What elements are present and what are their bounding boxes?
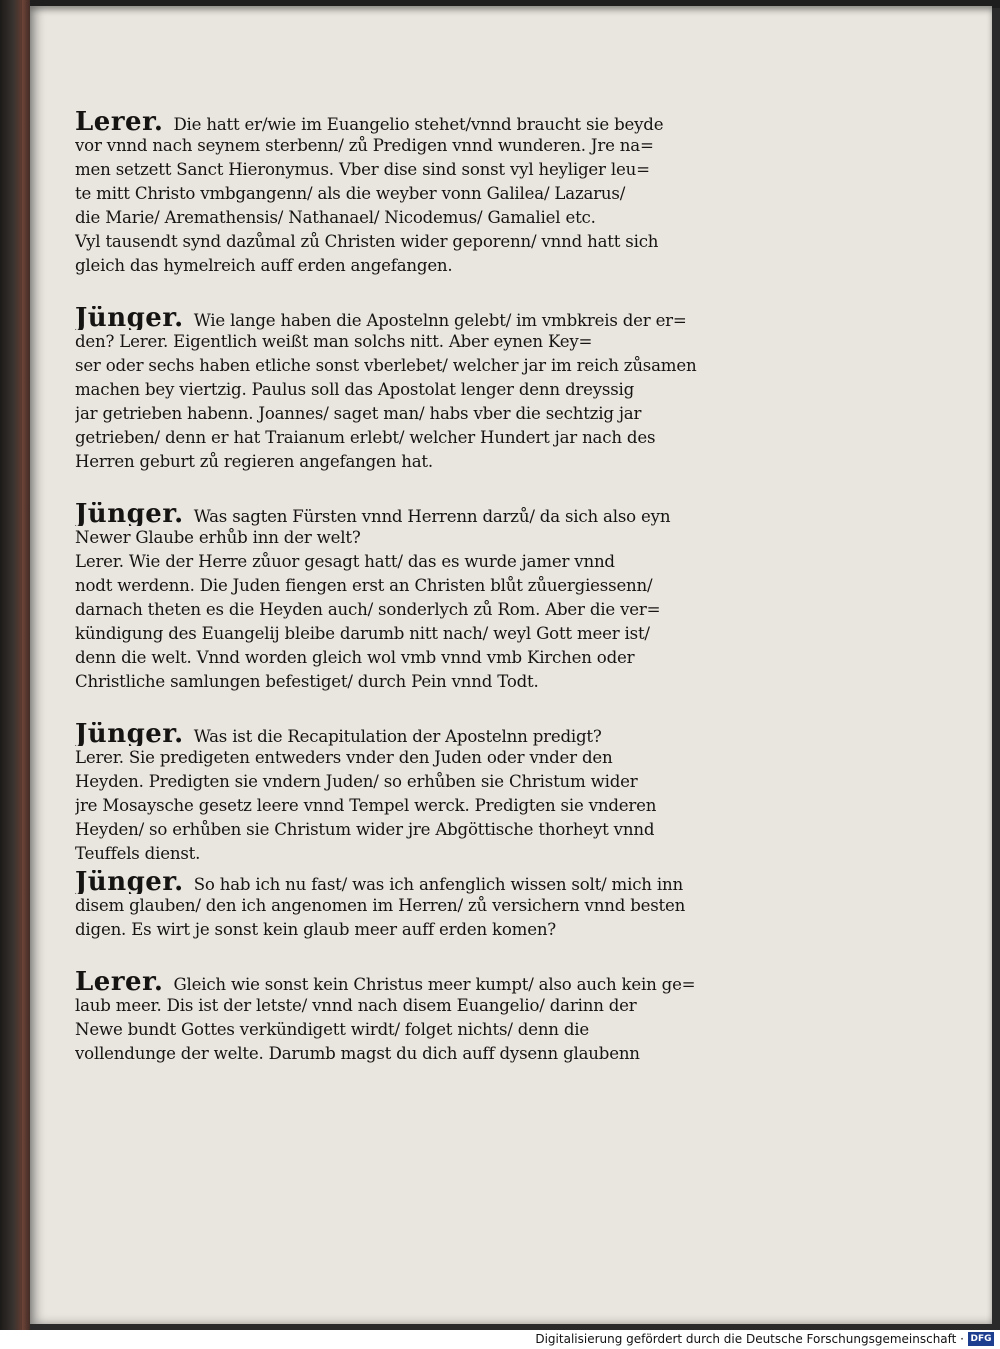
dialogue-paragraph: [75, 970, 765, 1066]
speaker-label: Jünger.: [75, 306, 184, 330]
speaker-label: Jünger.: [75, 502, 184, 526]
text-line: [75, 1042, 765, 1066]
line-text: die Marie/ Aremathensis/ Nathanael/ Nicodemus/ Gamaliel etc.: [75, 208, 596, 227]
text-line: [75, 402, 765, 426]
line-text: darnach theten es die Heyden auch/ sonderlych zů Rom. Aber die ver=: [75, 600, 661, 619]
line-text: Heyden/ so erhůben sie Christum wider jre Abgöttische thorheyt vnnd: [75, 820, 655, 839]
line-text: vor vnnd nach seynem sterbenn/ zů Predigen vnnd wunderen. Jre na=: [75, 136, 654, 155]
text-line: [75, 206, 765, 230]
line-text: Was ist die Recapitulation der Apostelnn predigt?: [193, 727, 602, 746]
text-line: [75, 646, 765, 670]
line-text: So hab ich nu fast/ was ich anfenglich wissen solt/ mich inn: [193, 875, 683, 894]
line-text: vollendunge der welte. Darumb magst du dich auff dysenn glaubenn: [75, 1044, 640, 1063]
line-text: jre Mosaysche gesetz leere vnnd Tempel werck. Predigten sie vnderen: [75, 796, 657, 815]
text-line: [75, 574, 765, 598]
text-line: [75, 598, 765, 622]
line-text: digen. Es wirt je sonst kein glaub meer auff erden komen?: [75, 920, 557, 939]
line-text: Was sagten Fürsten vnnd Herrenn darzů/ da sich also eyn: [193, 507, 671, 526]
text-line: [75, 794, 765, 818]
line-text: disem glauben/ den ich angenomen im Herren/ zů versichern vnnd besten: [75, 896, 686, 915]
line-text: kündigung des Euangelij bleibe darumb nitt nach/ weyl Gott meer ist/: [75, 624, 650, 643]
text-line: [75, 502, 765, 526]
text-line: [75, 894, 765, 918]
text-line: [75, 254, 765, 278]
text-line: [75, 918, 765, 942]
text-line: [75, 110, 765, 134]
dialogue-paragraph: [75, 306, 765, 474]
line-text: Lerer. Sie predigeten entweders vnder den Juden oder vnder den: [75, 748, 613, 767]
line-text: den? Lerer. Eigentlich weißt man solchs nitt. Aber eynen Key=: [75, 332, 593, 351]
footer-bar: [0, 1330, 1000, 1349]
text-line: [75, 818, 765, 842]
line-text: Wie lange haben die Apostelnn gelebt/ im vmbkreis der er=: [193, 311, 687, 330]
text-line: [75, 426, 765, 450]
line-text: men setzett Sanct Hieronymus. Vber dise sind sonst vyl heyliger leu=: [75, 160, 650, 179]
line-text: getrieben/ denn er hat Traianum erlebt/ welcher Hundert jar nach des: [75, 428, 656, 447]
speaker-label: Jünger.: [75, 870, 184, 894]
line-text: gleich das hymelreich auff erden angefangen.: [75, 256, 453, 275]
text-line: [75, 550, 765, 574]
speaker-label: Lerer.: [75, 110, 164, 134]
text-line: [75, 230, 765, 254]
text-line: [75, 670, 765, 694]
line-text: Die hatt er/wie im Euangelio stehet/vnnd braucht sie beyde: [173, 115, 664, 134]
speaker-label: Lerer.: [75, 970, 164, 994]
text-line: [75, 330, 765, 354]
text-line: [75, 378, 765, 402]
text-line: [75, 994, 765, 1018]
line-text: laub meer. Dis ist der letste/ vnnd nach disem Euangelio/ darinn der: [75, 996, 637, 1015]
book-page: [30, 6, 992, 1324]
line-text: Christliche samlungen befestiget/ durch Pein vnnd Todt.: [75, 672, 539, 691]
line-text: Newe bundt Gottes verkündigett wirdt/ folget nichts/ denn die: [75, 1020, 590, 1039]
line-text: te mitt Christo vmbgangenn/ als die weyber vonn Galilea/ Lazarus/: [75, 184, 626, 203]
text-line: [75, 134, 765, 158]
text-line: [75, 722, 765, 746]
text-line: [75, 970, 765, 994]
text-line: [75, 746, 765, 770]
text-line: [75, 450, 765, 474]
line-text: Vyl tausendt synd dazůmal zů Christen wider geporenn/ vnnd hatt sich: [75, 232, 659, 251]
line-text: Teuffels dienst.: [75, 844, 201, 863]
text-line: [75, 1018, 765, 1042]
binding-edge: [22, 0, 30, 1330]
text-line: [75, 622, 765, 646]
text-line: [75, 158, 765, 182]
page-text: [75, 110, 765, 1094]
line-text: Heyden. Predigten sie vndern Juden/ so erhůben sie Christum wider: [75, 772, 638, 791]
text-line: [75, 870, 765, 894]
dfg-logo: DFG: [968, 1332, 994, 1346]
text-line: [75, 182, 765, 206]
line-text: machen bey viertzig. Paulus soll das Apostolat lenger denn dreyssig: [75, 380, 635, 399]
line-text: Lerer. Wie der Herre zůuor gesagt hatt/ das es wurde jamer vnnd: [75, 552, 615, 571]
dialogue-paragraph: [75, 870, 765, 942]
speaker-label: Jünger.: [75, 722, 184, 746]
line-text: Newer Glaube erhůb inn der welt?: [75, 528, 361, 547]
dialogue-paragraph: [75, 502, 765, 694]
line-text: jar getrieben habenn. Joannes/ saget man/ habs vber die sechtzig jar: [75, 404, 642, 423]
text-line: [75, 354, 765, 378]
line-text: Herren geburt zů regieren angefangen hat.: [75, 452, 433, 471]
dialogue-paragraph: [75, 110, 765, 278]
text-line: [75, 842, 765, 866]
line-text: nodt werdenn. Die Juden fiengen erst an Christen blůt zůuergiessenn/: [75, 576, 653, 595]
line-text: Gleich wie sonst kein Christus meer kumpt/ also auch kein ge=: [173, 975, 696, 994]
funding-credit: Digitalisierung gefördert durch die Deutsche Forschungsgemeinschaft ·: [535, 1332, 964, 1346]
line-text: denn die welt. Vnnd worden gleich wol vmb vnnd vmb Kirchen oder: [75, 648, 635, 667]
text-line: [75, 770, 765, 794]
text-line: [75, 306, 765, 330]
dialogue-paragraph: [75, 722, 765, 866]
line-text: ser oder sechs haben etliche sonst vberlebet/ welcher jar im reich zůsamen: [75, 356, 697, 375]
text-line: [75, 526, 765, 550]
